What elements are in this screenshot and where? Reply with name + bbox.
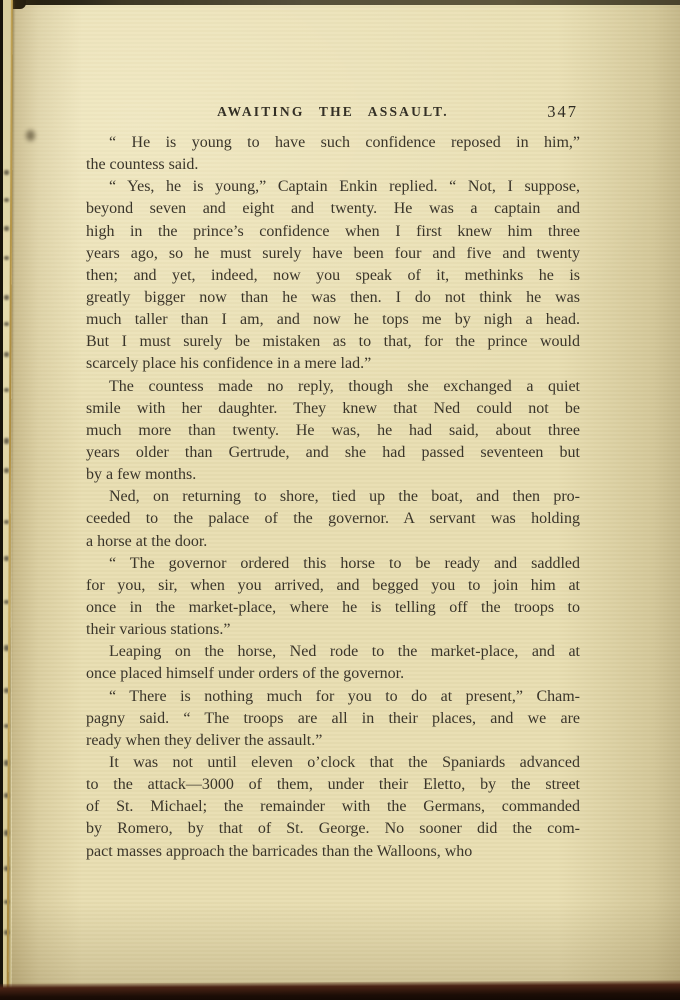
text-line: a horse at the door.: [86, 532, 208, 550]
text-line: much taller than I am, and now he tops me by nigh a head.: [86, 311, 580, 329]
paragraph: [86, 176, 580, 375]
paragraph: [86, 486, 580, 552]
text-line: high in the prince’s confidence when I first knew him three: [86, 222, 580, 240]
book-bottom-edge: [0, 980, 680, 1000]
text-line: ready when they deliver the assault.”: [86, 731, 323, 749]
text-line: once placed himself under orders of the governor.: [86, 665, 405, 683]
edge-text-fragment: [4, 295, 9, 300]
text-line: years older than Gertrude, and she had passed seventeen but: [86, 443, 580, 461]
text-line: once in the market-place, where he is telling off the troops to: [86, 598, 580, 616]
paragraph: [86, 686, 580, 752]
text-line: “ He is young to have such confidence reposed in him,”: [109, 134, 580, 151]
text-line: much more than twenty. He was, he had said, about three: [86, 421, 580, 439]
text-line: smile with her daughter. They knew that Ned could not be: [86, 399, 580, 417]
text-line: by Romero, by that of St. George. No sooner did the com-: [86, 820, 580, 838]
text-line: “ Yes, he is young,” Captain Enkin replied. “ Not, I suppose,: [109, 178, 580, 196]
text-line: then; and yet, indeed, now you speak of it, methinks he is: [86, 266, 580, 284]
running-title: AWAITING THE ASSAULT.: [217, 104, 449, 119]
page-header: [86, 104, 580, 124]
text-line: “ The governor ordered this horse to be ready and saddled: [109, 554, 580, 572]
text-line: to the attack—3000 of them, under their Eletto, by the street: [86, 776, 580, 794]
text-line: It was not until eleven o’clock that the Spaniards advanced: [109, 753, 580, 771]
gutter-shadow: [12, 0, 82, 1000]
edge-text-fragment: [4, 170, 9, 175]
text-line: Ned, on returning to shore, tied up the boat, and then pro-: [109, 488, 580, 506]
text-line: “ There is nothing much for you to do at present,” Cham-: [109, 687, 580, 705]
text-line: But I must surely be mistaken as to that, for the prince would: [86, 333, 580, 351]
book-top-edge: [0, 0, 680, 5]
text-line: Leaping on the horse, Ned rode to the market-place, and at: [109, 643, 580, 661]
text-line: beyond seven and eight and twenty. He was a captain and: [86, 200, 580, 218]
text-line: years ago, so he must surely have been four and five and twenty: [86, 244, 580, 262]
edge-text-fragment: [4, 198, 9, 202]
paragraph: [86, 376, 580, 487]
edge-text-fragment: [4, 226, 9, 231]
edge-text-fragment: [4, 256, 9, 260]
text-line: pagny said. “ The troops are all in their places, and we are: [86, 709, 580, 727]
text-line: greatly bigger now than he was then. I do not think he was: [86, 288, 580, 306]
text-line: pact masses approach the barricades than the Walloons, who: [86, 842, 473, 860]
text-line: ceeded to the palace of the governor. A servant was holding: [86, 510, 580, 528]
text-line: The countess made no reply, though she exchanged a quiet: [109, 377, 580, 395]
paragraph: [86, 641, 580, 685]
text-line: scarcely place his confidence in a mere lad.”: [86, 355, 372, 373]
paragraph: [86, 553, 580, 642]
text-line: for you, sir, when you arrived, and begged you to join him at: [86, 576, 580, 594]
text-line: their various stations.”: [86, 621, 231, 639]
page-number: 347: [547, 102, 578, 121]
text-line: the countess said.: [86, 156, 199, 174]
edge-text-fragment: [4, 322, 9, 326]
page-smudge: [26, 130, 35, 141]
edge-text-fragment: [4, 388, 9, 392]
text-line: by a few months.: [86, 466, 197, 484]
paragraph: [86, 752, 580, 863]
text-line: of St. Michael; the remainder with the Germans, commanded: [86, 798, 580, 816]
paragraph: [86, 132, 580, 176]
edge-text-fragment: [4, 352, 9, 357]
text-block: [86, 132, 580, 863]
